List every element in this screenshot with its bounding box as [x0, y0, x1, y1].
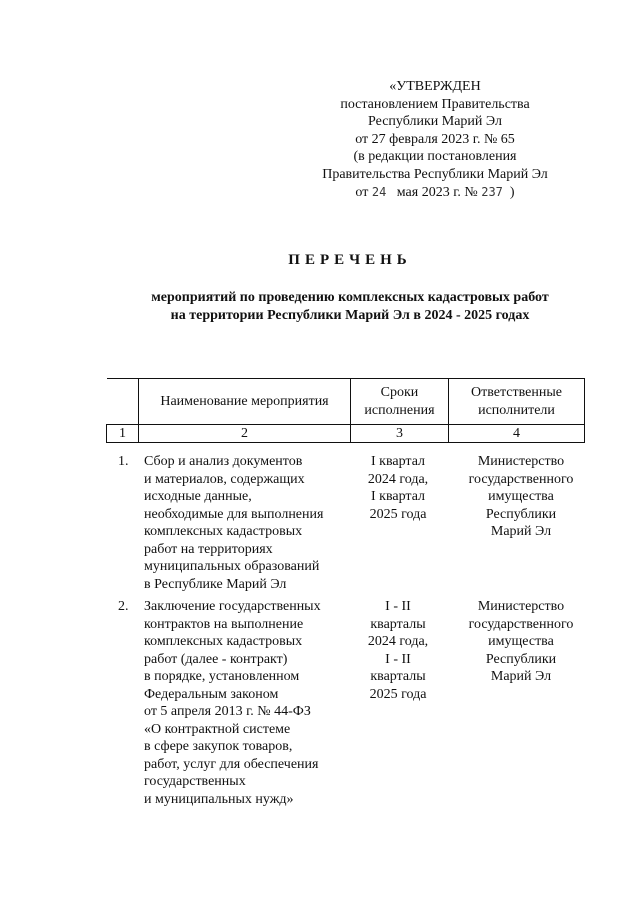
- header-row: [107, 379, 585, 425]
- column-number: 1: [107, 425, 139, 443]
- row-name-line: муниципальных образований: [144, 559, 320, 574]
- row-name-line: контрактов на выполнение: [144, 616, 304, 632]
- row-resp-line: Министерство: [477, 599, 565, 614]
- row-term-line: 2024 года,: [367, 634, 429, 649]
- date-prefix: от: [355, 184, 369, 200]
- row-resp-line: имущества: [488, 489, 554, 504]
- header-cell-responsible: [449, 379, 585, 425]
- row-term-line: кварталы: [370, 669, 426, 684]
- page-title: ПЕРЕЧЕНЬ: [288, 252, 412, 268]
- row-name: [144, 598, 354, 808]
- approval-line: «УТВЕРЖДЕН: [389, 79, 481, 94]
- row-name-line: комплексных кадастровых: [144, 524, 303, 539]
- row-term: [348, 598, 448, 703]
- column-number: 2: [139, 425, 351, 443]
- header-term-line: Сроки: [380, 384, 419, 400]
- row-term-line: 2025 года: [369, 506, 427, 522]
- row-name-line: и материалов, содержащих: [144, 471, 305, 487]
- header-cell-number: [107, 379, 139, 425]
- row-resp-line: Марий Эл: [490, 524, 552, 539]
- row-resp-line: Марий Эл: [490, 669, 552, 684]
- header-cell-term: [351, 379, 449, 425]
- row-name-line: комплексных кадастровых: [144, 634, 303, 649]
- row-name-line: «О контрактной системе: [144, 721, 291, 737]
- column-number: 3: [351, 425, 449, 443]
- row-name-line: Сбор и анализ документов: [144, 454, 303, 469]
- row-term-line: 2024 года,: [367, 471, 429, 487]
- row-name-line: в Республике Марий Эл: [144, 576, 287, 592]
- table-header: [106, 378, 585, 443]
- row-name-line: работ, услуг для обеспечения: [144, 756, 319, 772]
- row-responsible: [456, 598, 586, 686]
- row-term-line: I квартал: [370, 489, 426, 504]
- row-responsible: [456, 453, 586, 541]
- row-name-line: государственных: [144, 774, 246, 789]
- approval-line: Правительства Республики Марий Эл: [322, 166, 548, 182]
- row-name-line: исходные данные,: [144, 489, 252, 504]
- row-name-line: и муниципальных нужд»: [144, 791, 294, 807]
- row-name-line: Федеральным законом: [144, 686, 279, 702]
- row-name-line: в сфере закупок товаров,: [144, 739, 293, 754]
- row-name-line: работ на территориях: [144, 541, 273, 557]
- approval-line: постановлением Правительства: [340, 96, 530, 112]
- amendment-date-line: [300, 184, 570, 202]
- subtitle-line: на территории Республики Марий Эл в 2024 - 2025 годах: [170, 308, 530, 323]
- row-number: 2.: [118, 599, 129, 614]
- row-term-line: I - II: [385, 599, 411, 614]
- header-term-line: исполнения: [364, 402, 435, 418]
- date-mid: мая 2023 г. №: [396, 184, 478, 200]
- row-name: [144, 453, 354, 593]
- row-name-line: от 5 апреля 2013 г. № 44-ФЗ: [144, 704, 311, 719]
- row-resp-line: Республики: [485, 506, 557, 522]
- date-suffix: ): [509, 184, 515, 200]
- column-number: 4: [449, 425, 585, 443]
- header-resp-line: исполнители: [478, 402, 555, 418]
- row-name-line: необходимые для выполнения: [144, 506, 324, 522]
- document-subtitle: [0, 289, 640, 325]
- row-resp-line: государственного: [468, 616, 574, 632]
- date-number: 237: [481, 184, 503, 199]
- row-name-line: в порядке, установленном: [144, 669, 300, 684]
- row-term-line: I - II: [385, 651, 411, 667]
- row-name-line: Заключение государственных: [144, 599, 321, 614]
- column-number-row: [107, 425, 585, 443]
- row-resp-line: имущества: [488, 634, 554, 649]
- approval-line: от 27 февраля 2023 г. № 65: [355, 131, 515, 147]
- subtitle-line: мероприятий по проведению комплексных кадастровых работ: [151, 290, 549, 305]
- approval-block: [300, 78, 570, 201]
- row-term-line: I квартал: [370, 454, 426, 469]
- row-number: 1.: [118, 454, 129, 469]
- approval-line: (в редакции постановления: [353, 149, 517, 165]
- row-name-line: работ (далее - контракт): [144, 651, 288, 667]
- approval-line: Республики Марий Эл: [368, 114, 502, 130]
- row-resp-line: Республики: [485, 651, 557, 667]
- header-cell-name: Наименование мероприятия: [139, 379, 351, 425]
- date-day: 24: [371, 184, 387, 199]
- row-term: [348, 453, 448, 523]
- row-resp-line: государственного: [468, 471, 574, 487]
- row-resp-line: Министерство: [477, 454, 565, 469]
- header-resp-line: Ответственные: [471, 384, 562, 400]
- row-term-line: 2025 года: [369, 686, 427, 702]
- row-term-line: кварталы: [370, 616, 426, 632]
